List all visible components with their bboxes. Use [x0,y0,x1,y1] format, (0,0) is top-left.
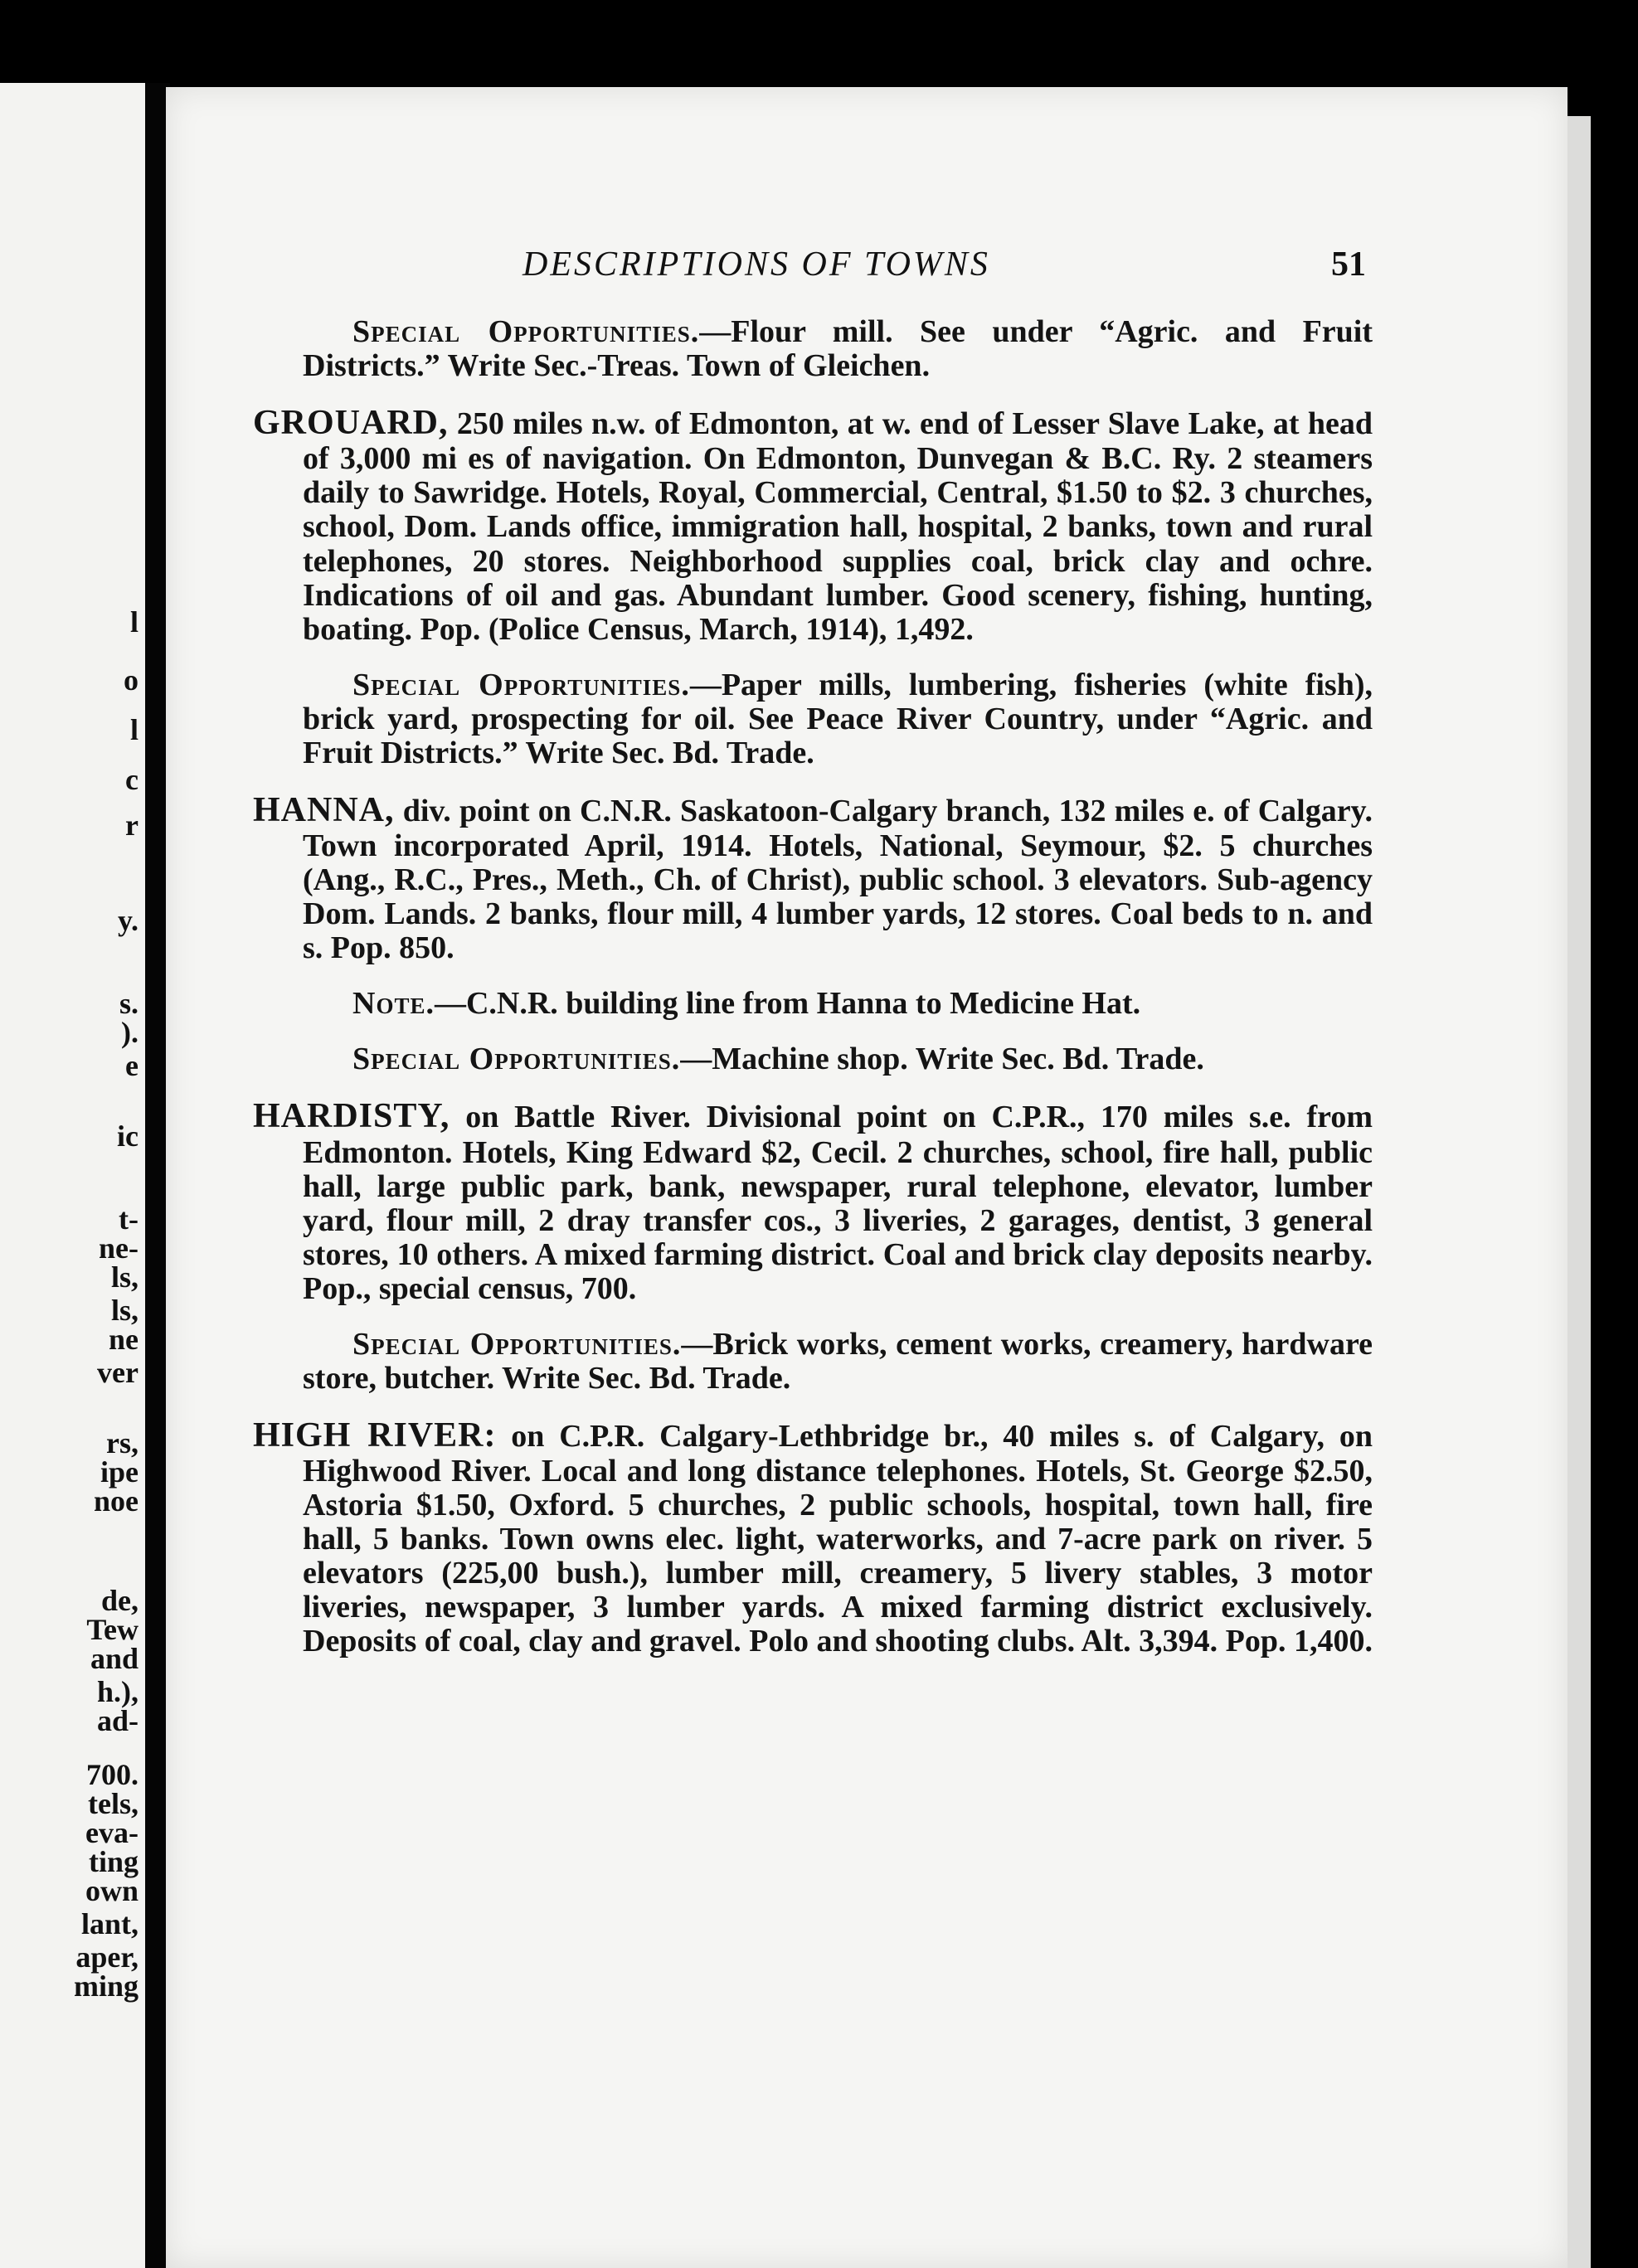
page-header [166,245,1568,286]
town-description: div. point on C.N.R. Saskatoon-Calgary branch, 132 miles e. of Calgary. Town incorporated April, 1914. Hotels, National, Seymour, $2. 5 churches (Ang., R.C., Pres., Meth., Ch. of Christ), public school. 3 elevators. Sub-agency Dom. Lands. 2 banks, flour mill, 4 lumber yards, 12 stores. Coal beds to n. and s. Pop. 850. [303,793,1373,966]
facing-page-fragment: aper, [75,1940,139,1974]
town-entry-hanna [253,792,1373,965]
facing-page-fragment: r [125,809,139,842]
town-entry-high-river [253,1417,1373,1659]
facing-page-fragment: l [129,713,139,746]
special-opportunities-paragraph [253,668,1373,770]
facing-page-fragment: ne [109,1323,139,1356]
paragraph-text: —Brick works, cement works, creamery, hardware store, butcher. Write Sec. Bd. Trade. [303,1326,1373,1396]
paragraph-text: —Paper mills, lumbering, fisheries (white fish), brick yard, prospecting for oil. See Peace River Country, under “Agric. and Fruit Districts.” Write Sec. Bd. Trade. [303,667,1373,770]
facing-page-fragment: e [125,1049,139,1082]
facing-page-fragment: ver [97,1356,139,1389]
facing-page-fragment: ls, [110,1260,139,1294]
paragraph-text: —Flour mill. See under “Agric. and Fruit Districts.” Write Sec.-Treas. Town of Gleichen. [303,314,1373,384]
facing-page-fragment: t- [119,1202,139,1236]
paragraph-label: Note. [352,986,435,1022]
paragraph-label: Special Opportunities. [352,314,700,349]
facing-page-fragment: c [125,763,139,796]
facing-page-fragment: o [124,663,139,697]
special-opportunities-paragraph [253,315,1373,383]
note-paragraph [253,987,1373,1021]
town-description: on Battle River. Divisional point on C.P.R., 170 miles s.e. from Edmonton. Hotels, King Edward $2, Cecil. 2 churches, school, fire hall, public hall, large public park, bank, newspaper, rural telephone, elevator, lumber yard, flour mill, 2 dray transfer cos., 3 liveries, 2 garages, dentist, 3 general stores, 10 others. A mixed farming district. Coal and brick clay deposits nearby. Pop., special census, 700. [303,1100,1373,1306]
facing-page-fragment: 700. [86,1758,139,1791]
facing-page-fragment: ls, [110,1294,139,1327]
facing-page-fragment: lant, [80,1907,139,1940]
town-entry-hardisty [253,1098,1373,1306]
facing-page-fragment: ting [88,1845,139,1878]
facing-page-fragment: de, [101,1584,139,1617]
facing-page-fragment: h.), [96,1675,139,1708]
town-description: on C.P.R. Calgary-Lethbridge br., 40 miles s. of Calgary, on Highwood River. Local and long distance telephones. Hotels, St. George $2.50, Astoria $1.50, Oxford. 5 churches, 2 public schools, hospital, town hall, fire hall, 5 banks. Town owns elec. light, waterworks, and 7-acre park on river. 5 elevators (225,00 bush.), lumber mill, creamery, 5 livery stables, 3 motor liveries, newspaper, 3 lumber yards. A mixed farming district exclusively. Deposits of coal, clay and gravel. Polo and shooting clubs. Alt. 3,394. Pop. 1,400. [303,1418,1373,1659]
facing-page-fragment: ipe [100,1455,139,1489]
paragraph-text: —Machine shop. Write Sec. Bd. Trade. [680,1042,1204,1077]
facing-page-fragment: s. [119,987,139,1020]
facing-page-fragment: ic [117,1119,139,1153]
facing-page-edge [0,83,145,2268]
paragraph-text: —C.N.R. building line from Hanna to Medicine Hat. [434,986,1141,1022]
facing-page-fragment: y. [117,904,139,937]
facing-page-fragment: ad- [96,1704,139,1737]
facing-page-fragment: eva- [85,1816,139,1849]
facing-page-fragment: ). [121,1016,139,1049]
facing-page-fragment: l [129,605,139,639]
facing-page-fragment: and [90,1642,139,1675]
paragraph-label: Special Opportunities. [352,667,690,702]
facing-page-fragment: Tew [86,1613,139,1646]
special-opportunities-paragraph [253,1042,1373,1076]
page-edge-shadow [1568,116,1591,2268]
special-opportunities-paragraph [253,1328,1373,1396]
facing-page-fragment: noe [94,1484,139,1518]
running-title: DESCRIPTIONS OF TOWNS [523,245,990,284]
facing-page-fragment: own [85,1874,139,1907]
page-body [253,315,1373,1680]
town-name: HANNA, [253,790,395,829]
facing-page-fragment: ne- [99,1231,139,1265]
facing-page-fragment: ming [73,1969,139,2003]
page-number: 51 [1331,245,1366,284]
town-name: HIGH RIVER: [253,1416,497,1455]
facing-page-fragment: tels, [88,1787,139,1820]
book-page [166,87,1568,2268]
town-name: HARDISTY, [253,1097,450,1136]
paragraph-label: Special Opportunities. [352,1042,681,1077]
town-entry-grouard [253,405,1373,647]
paragraph-label: Special Opportunities. [352,1326,682,1362]
facing-page-fragment: rs, [106,1426,139,1459]
town-name: GROUARD, [253,404,449,443]
town-description: 250 miles n.w. of Edmonton, at w. end of Lesser Slave Lake, at head of 3,000 mi es of navigation. On Edmonton, Dunvegan & B.C. Ry. 2 steamers daily to Sawridge. Hotels, Royal, Commercial, Central, $1.50 to $2. 3 churches, school, Dom. Lands office, immigration hall, hospital, 2 banks, town and rural telephones, 20 stores. Neighborhood supplies coal, brick clay and ochre. Indications of oil and gas. Abundant lumber. Good scenery, fishing, hunting, boating. Pop. (Police Census, March, 1914), 1,492. [303,406,1373,647]
